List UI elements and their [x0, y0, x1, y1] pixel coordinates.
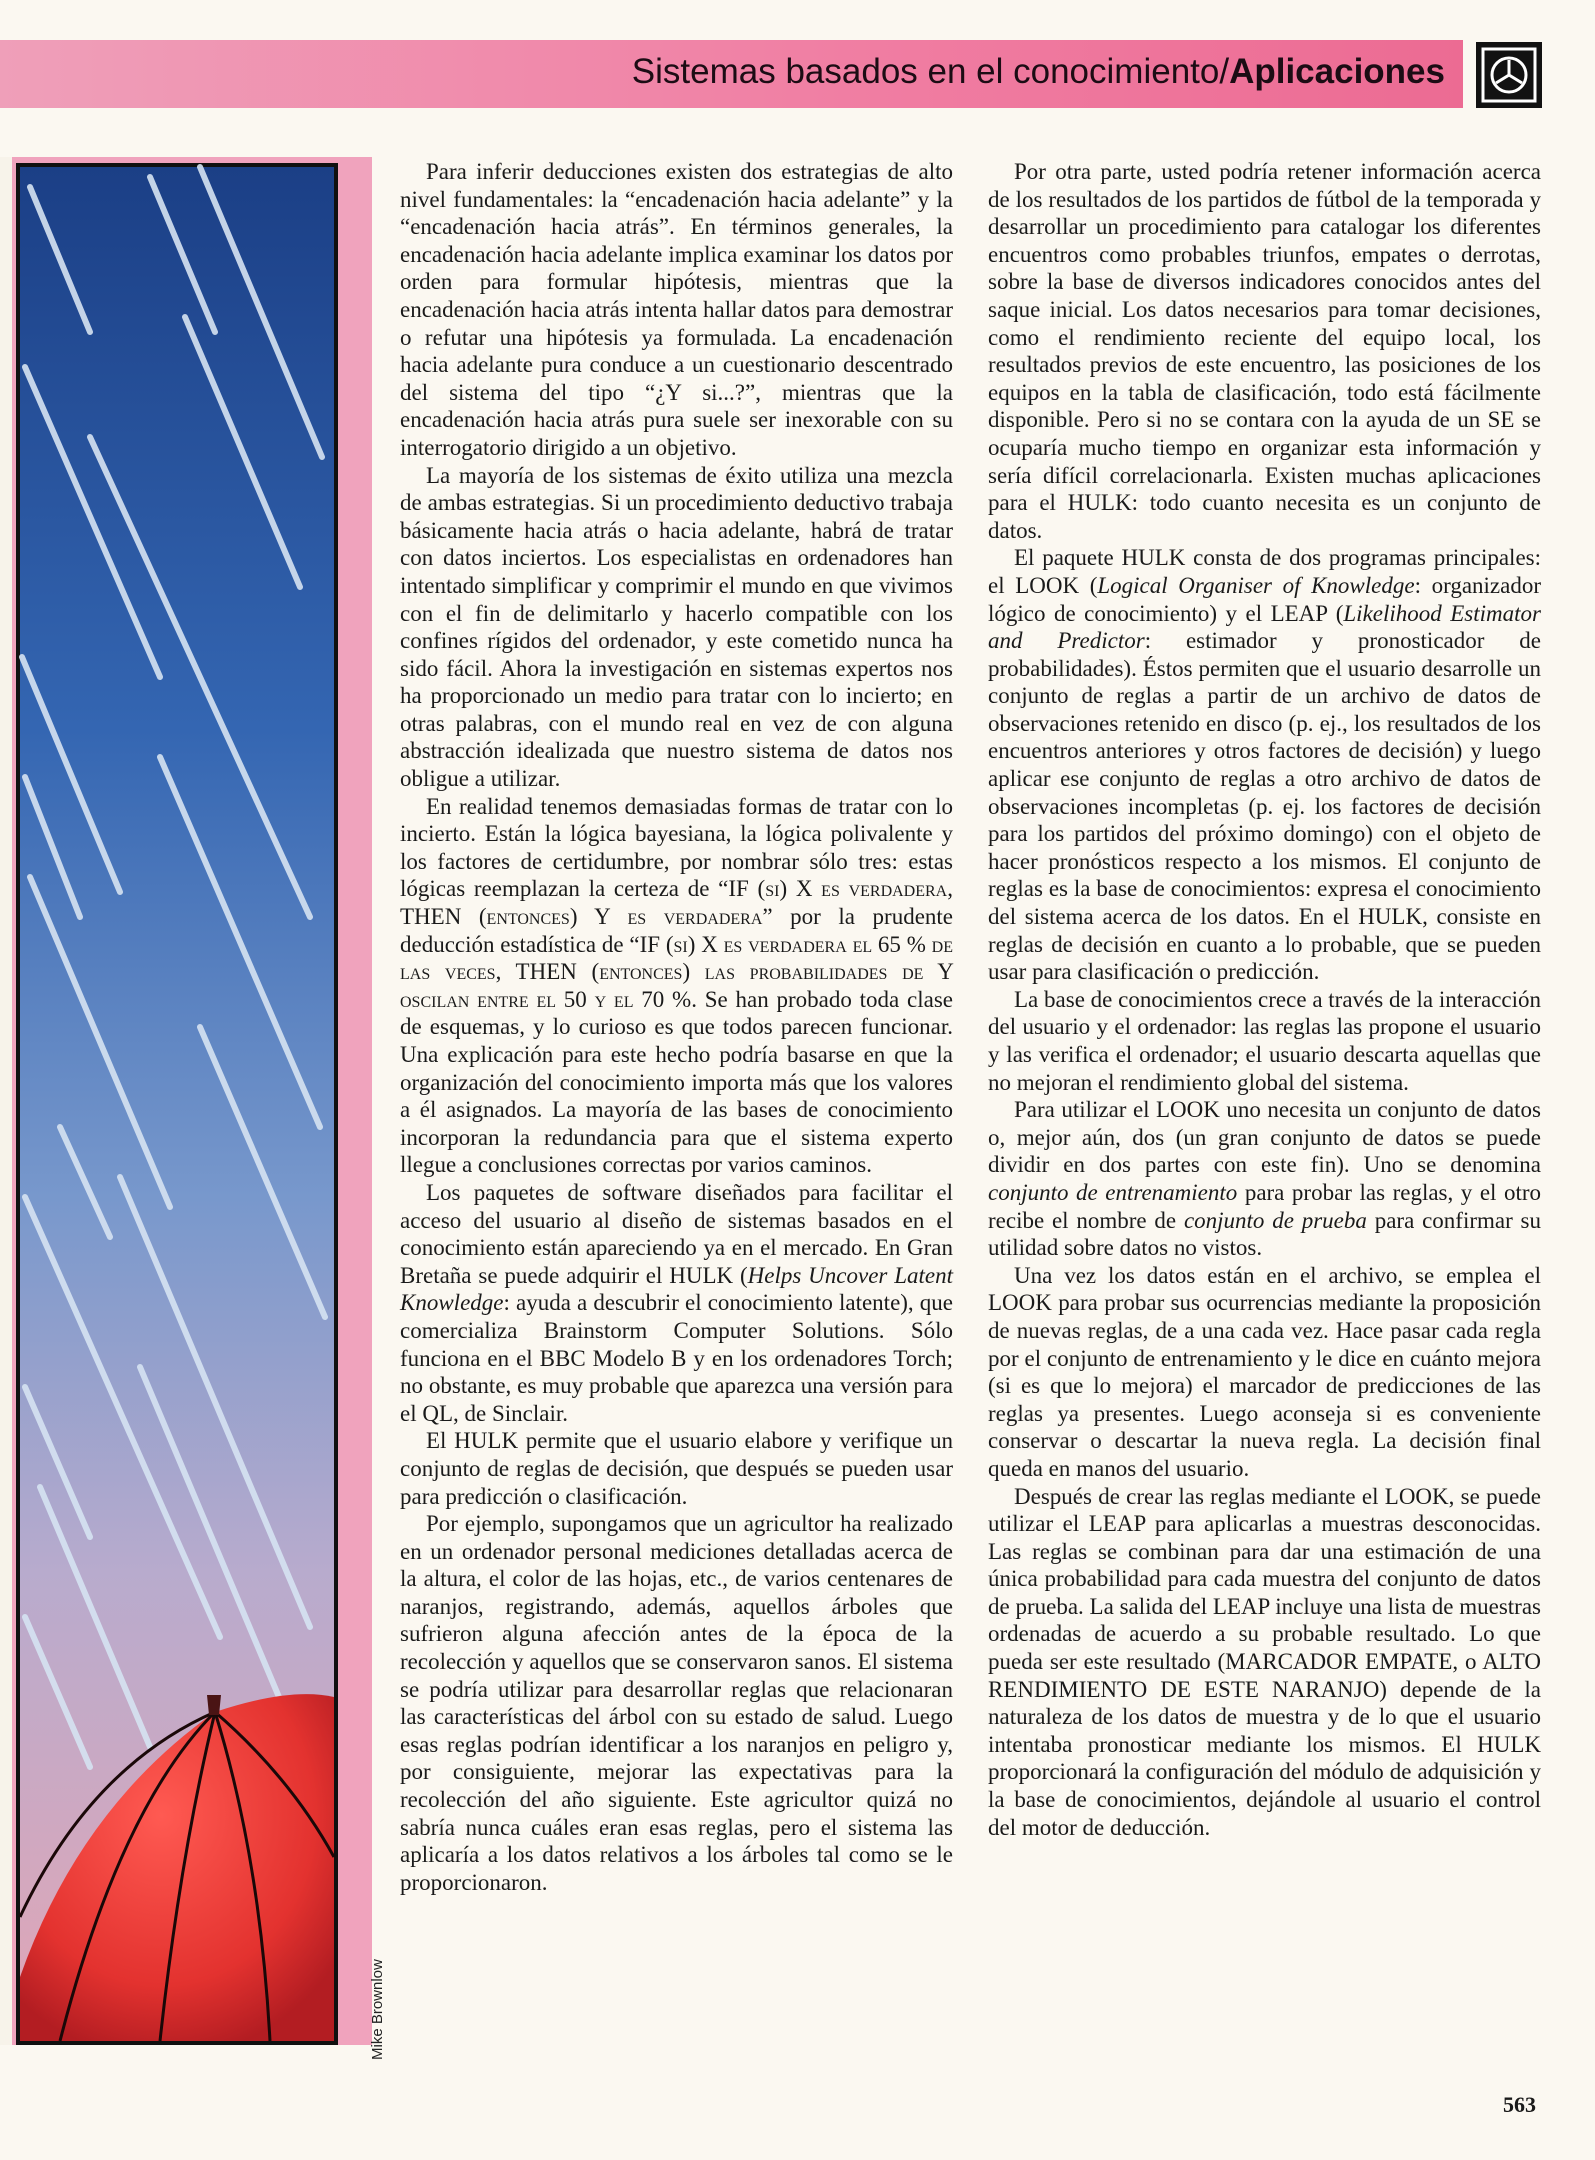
paragraph: Los paquetes de software diseñados para facilitar el acceso del usuario al diseño de sistemas basados en el conocimiento están apareciendo ya en el mercado. En Gran Bretaña se puede adquirir el HULK (Helps Uncover Latent Knowledge: ayuda a descubrir el conocimiento latente), que comercializa Brainstorm Computer Solutions. Sólo funciona en el BBC Modelo B y en los ordenadores Torch; no obstante, es muy probable que aparezca una versión para el QL, de Sinclair.	[400, 1179, 953, 1426]
paragraph: El HULK permite que el usuario elabore y verifique un conjunto de reglas de decisión, que después se pueden usar para predicción o clasificación.	[400, 1428, 953, 1509]
paragraph: Por ejemplo, supongamos que un agricultor ha realizado en un ordenador personal mediciones detalladas acerca de la altura, el color de las hojas, etc., de varios centenares de naranjos, registrando, además, aquellos árboles que sufrieron alguna afección antes de la época de la recolección y aquellos que se conservaron sanos. El sistema se podría utilizar para desarrollar reglas que relacionaran las características del árbol con su estado de salud. Luego esas reglas podrían identificar a los naranjos en peligro y, por consiguiente, mejorar las expectativas para la recolección del año siguiente. Este agricultor quizá no sabría nunca cuáles eran esas reglas, pero el sistema las aplicaría a los datos relativos a los árboles tal como se le proporcionaron.	[400, 1511, 953, 1895]
text-column-left	[400, 158, 953, 1896]
paragraph: Una vez los datos están en el archivo, se emplea el LOOK para probar sus ocurrencias mediante la proposición de nuevas reglas, de a una cada vez. Hace pasar cada regla por el conjunto de entrenamiento y le dice en cuánto mejora (si es que lo mejora) el marcador de predicciones de las reglas ya presentes. Luego aconseja si es conveniente conservar o descartar la nueva regla. La decisión final queda en manos del usuario.	[988, 1262, 1541, 1481]
paragraph: La mayoría de los sistemas de éxito utiliza una mezcla de ambas estrategias. Si un procedimiento deductivo trabaja básicamente hacia atrás o hacia adelante, habrá de tratar con datos inciertos. Los especialistas en ordenadores han intentado simplificar y comprimir el mundo en que vivimos con el fin de delimitarlo y hacerlo compatible con los confines rígidos del ordenador, y este cometido nunca ha sido fácil. Ahora la investigación en sistemas expertos nos ha proporcionado un medio para tratar con lo incierto; en otras palabras, con el mundo real en vez de con alguna abstracción idealizada que nuestro sistema de datos nos obligue a utilizar.	[400, 462, 953, 792]
paragraph: La base de conocimientos crece a través de la interacción del usuario y el ordenador: las reglas las propone el usuario y las verifica el ordenador; el usuario descarta aquellas que no mejoran el rendimiento global del sistema.	[988, 986, 1541, 1095]
text-column-right	[988, 158, 1541, 1841]
paragraph: Por otra parte, usted podría retener información acerca de los resultados de los partidos de fútbol de la temporada y desarrollar un procedimiento para catalogar los diferentes encuentros como probables triunfos, empates o derrotas, sobre la base de diversos indicadores conocidos antes del saque inicial. Los datos necesarios para tomar decisiones, como el rendimiento reciente del equipo local, los resultados previos de este encuentro, las posiciones de los equipos en la tabla de clasificación, todo está fácilmente disponible. Pero si no se contara con la ayuda de un SE se ocuparía mucho tiempo en organizar esta información y sería difícil correlacionarla. Existen muchas aplicaciones para el HULK: todo cuanto necesita es un conjunto de datos.	[988, 159, 1541, 543]
paragraph: Para inferir deducciones existen dos estrategias de alto nivel fundamentales: la “encadenación hacia adelante” y la “encadenación hacia atrás”. En términos generales, la encadenación hacia adelante implica examinar los datos por orden para formular hipótesis, mientras que la encadenación hacia atrás intenta hallar datos para demostrar o refutar una hipótesis ya formulada. La encadenación hacia adelante pura conduce a un cuestionario descentrado del sistema del tipo “¿Y si...?”, mientras que la encadenación hacia atrás pura suele ser inexorable con su interrogatorio dirigido a un objetivo.	[400, 159, 953, 460]
section-title	[632, 52, 1445, 92]
illustration-credit: Mike Brownlow	[369, 1959, 386, 2060]
circle-star-emblem-icon	[1476, 42, 1542, 108]
paragraph: El paquete HULK consta de dos programas principales: el LOOK (Logical Organiser of Knowledge: organizador lógico de conocimiento) y el LEAP (Likelihood Estimator and Predictor: estimador y pronosticador de probabilidades). Éstos permiten que el usuario desarrolle un conjunto de reglas a partir de un archivo de datos de observaciones retenido en disco (p. ej., los resultados de los encuentros anteriores y otros factores de decisión) y luego aplicar ese conjunto de reglas a otro archivo de datos de observaciones incompletas (p. ej. los factores de decisión para los partidos del próximo domingo) con el objeto de hacer pronósticos respecto a los mismos. El conjunto de reglas es la base de conocimientos: expresa el conocimiento del sistema acerca de los datos. En el HULK, consiste en reglas de decisión en cuanto a lo probable, que se pueden usar para clasificación o predicción.	[988, 545, 1541, 985]
rain-and-umbrella-illustration	[0, 157, 372, 2045]
paragraph: Después de crear las reglas mediante el LOOK, se puede utilizar el LEAP para aplicarlas a muestras desconocidas. Las reglas se combinan para dar una estimación de una única probabilidad para cada muestra del conjunto de datos de prueba. La salida del LEAP incluye una lista de muestras ordenadas de acuerdo a su probable resultado. Lo que pueda ser este resultado (MARCADOR EMPATE, o ALTO RENDIMIENTO DE ESTE NARANJO) depende de la naturaleza de los datos de muestra y de lo que el usuario intentaba pronosticar mediante los mismos. El HULK proporcionará la configuración del módulo de adquisición y la base de conocimientos, dejándole al usuario el control del motor de deducción.	[988, 1483, 1541, 1840]
section-title-bold: Aplicaciones	[1229, 52, 1445, 91]
page-number: 563	[1503, 2092, 1536, 2117]
paragraph: Para utilizar el LOOK uno necesita un conjunto de datos o, mejor aún, dos (un gran conjunto de datos se puede dividir en dos partes con este fin). Uno se denomina conjunto de entrenamiento para probar las reglas, y el otro recibe el nombre de conjunto de prueba para confirmar su utilidad sobre datos no vistos.	[988, 1097, 1542, 1261]
section-title-main: Sistemas basados en el conocimiento/	[631, 52, 1230, 91]
paragraph: En realidad tenemos demasiadas formas de tratar con lo incierto. Están la lógica bayesiana, la lógica polivalente y los factores de certidumbre, por nombrar sólo tres: estas lógicas reemplazan la certeza de “IF (si) X es verdadera, THEN (entonces) Y es verdadera” por la prudente deducción estadística de “IF (si) X es verdadera el 65 % de las veces, THEN (entonces) las probabilidades de Y oscilan entre el 50 y el 70 %. Se han probado toda clase de esquemas, y lo curioso es que todos parecen funcionar. Una explicación para este hecho podría basarse en que la organización del conocimiento importa más que los valores a él asignados. La mayoría de las bases de conocimiento incorporan la redundancia para que el sistema experto llegue a conclusiones correctas por varios caminos.	[400, 793, 954, 1178]
